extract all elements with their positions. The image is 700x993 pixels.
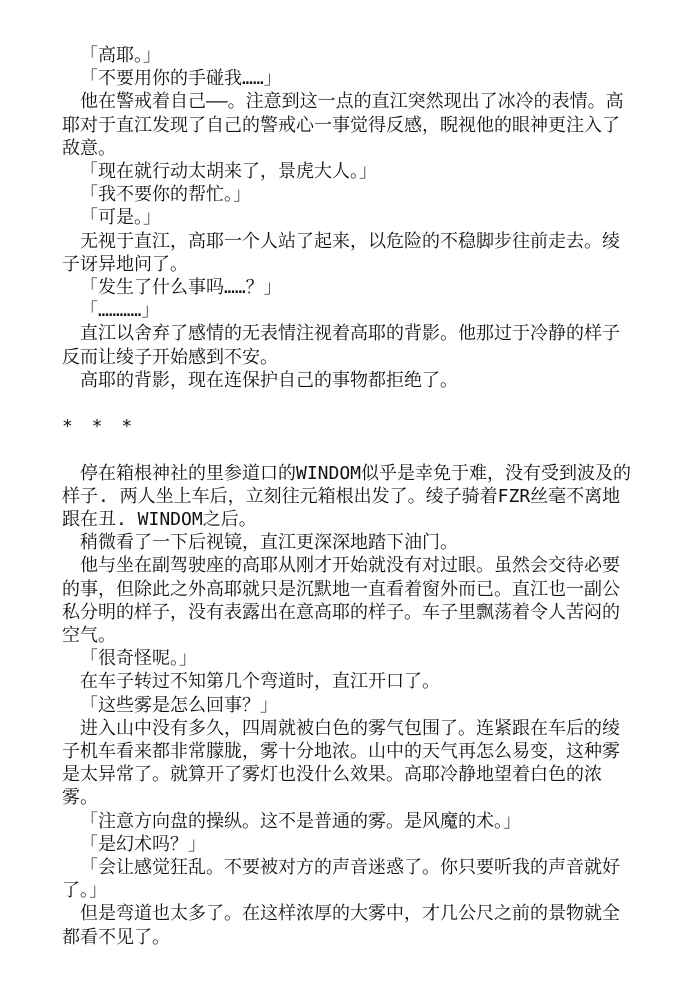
paragraph: 稍微看了一下后视镜，直江更深深地踏下油门。 bbox=[80, 532, 458, 554]
paragraph: 「我不要你的帮忙。」 bbox=[80, 184, 251, 206]
paragraph: 「现在就行动太胡来了，景虎大人。」 bbox=[80, 161, 377, 183]
paragraph: 「这些雾是怎么回事？」 bbox=[80, 694, 278, 716]
paragraph: 高耶的背影，现在连保护自己的事物都拒绝了。 bbox=[80, 369, 458, 391]
paragraph: 「很奇怪呢。」 bbox=[80, 648, 197, 670]
paragraph: 「发生了什么事吗……？」 bbox=[80, 277, 282, 299]
paragraph: 他与坐在副驾驶座的高耶从刚才开始就没有对过眼。虽然会交待必要的事，但除此之外高耶就只是沉默地一直看着窗外而已。直江也一副公私分明的样子，没有表露出在意高耶的样子。车子里飘荡着令人苦闷的空气。 bbox=[62, 555, 620, 647]
paragraph: 「会让感觉狂乱。不要被对方的声音迷惑了。你只要听我的声音就好了。」 bbox=[62, 857, 620, 902]
paragraph: 「不要用你的手碰我……」 bbox=[80, 68, 282, 90]
paragraph: 他在警戒着自己——。注意到这一点的直江突然现出了冰冷的表情。高耶对于直江发现了自己的警戒心一事觉得反感，睨视他的眼神更注入了敌意。 bbox=[62, 91, 624, 159]
paragraph: 「…………」 bbox=[80, 300, 160, 322]
paragraph: 「注意方向盘的操纵。这不是普通的雾。是风魔的术。」 bbox=[80, 810, 521, 832]
paragraph: 「高耶。」 bbox=[80, 45, 161, 66]
paragraph: 「可是。」 bbox=[80, 207, 161, 229]
section-separator: * * * bbox=[62, 416, 137, 438]
paragraph: 无视于直江，高耶一个人站了起来，以危险的不稳脚步往前走去。绫子讶异地问了。 bbox=[62, 230, 620, 275]
paragraph: 在车子转过不知第几个弯道时，直江开口了。 bbox=[80, 671, 440, 693]
paragraph: 进入山中没有多久，四周就被白色的雾气包围了。连紧跟在车后的绫子机车看来都非常朦胧，雾十分地浓。山中的天气再怎么易变，这种雾是太异常了。就算开了雾灯也没什么效果。高耶冷静地望着白色的浓雾。 bbox=[62, 717, 620, 809]
paragraph: 停在箱根神社的里参道口的WINDOM似乎是幸免于难，没有受到波及的样子. 两人坐上车后，立刻往元箱根出发了。绫子骑着FZR丝毫不离地跟在丑. WINDOM之后。 bbox=[62, 462, 632, 531]
paragraph: 直江以舍弃了感情的无表情注视着高耶的背影。他那过于冷静的样子反而让绫子开始感到不安。 bbox=[62, 323, 620, 368]
spacer bbox=[62, 438, 632, 461]
spacer bbox=[62, 392, 632, 415]
document-page bbox=[62, 44, 632, 949]
paragraph: 「是幻术吗？」 bbox=[80, 833, 206, 855]
paragraph: 但是弯道也太多了。在这样浓厚的大雾中，才几公尺之前的景物就全都看不见了。 bbox=[62, 903, 620, 948]
